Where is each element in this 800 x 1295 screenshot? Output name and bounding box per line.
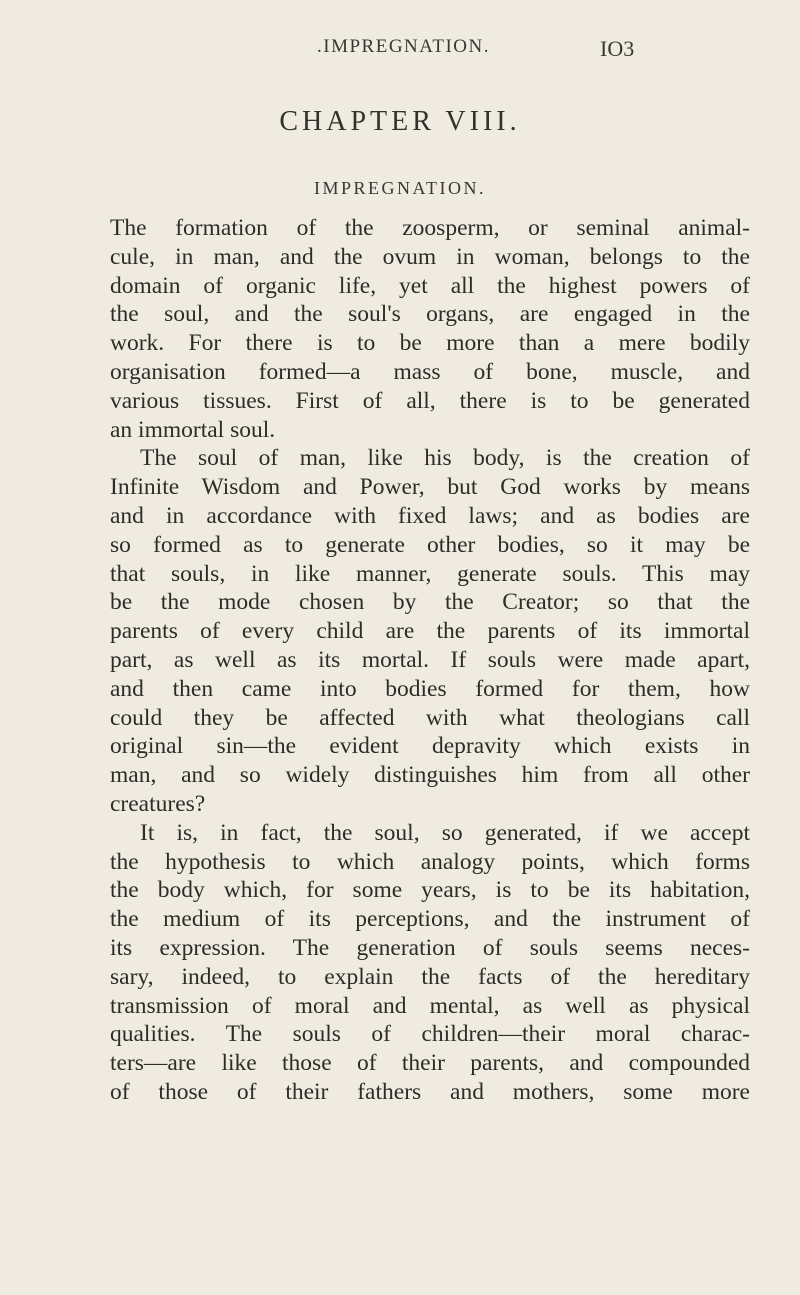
text-line: could they be affected with what theologians call	[110, 704, 750, 731]
text-line: The soul of man, like his body, is the creation of	[140, 445, 750, 472]
text-line: and in accordance with fixed laws; and as bodies are	[110, 502, 750, 529]
text-line: an immortal soul.	[110, 416, 276, 443]
text-line: The formation of the zoosperm, or seminal animal-	[110, 215, 750, 241]
text-line: be the mode chosen by the Creator; so that the	[110, 589, 750, 616]
text-line: man, and so widely distinguishes him from all other	[110, 762, 750, 789]
text-line: original sin—the evident depravity which exists in	[110, 733, 750, 760]
text-line: so formed as to generate other bodies, so it may be	[110, 531, 750, 558]
body-text	[110, 214, 750, 1107]
text-line: creatures?	[110, 790, 206, 817]
text-line: qualities. The souls of children—their moral charac-	[110, 1021, 750, 1048]
text-line: various tissues. First of all, there is to be generated	[110, 387, 750, 414]
text-line: the hypothesis to which analogy points, which forms	[110, 848, 750, 875]
running-head	[0, 24, 800, 64]
text-line: part, as well as its mortal. If souls were made apart,	[110, 646, 750, 673]
text-line: sary, indeed, to explain the facts of the hereditary	[110, 963, 750, 990]
text-line: of those of their fathers and mothers, some more	[110, 1078, 750, 1105]
chapter-heading: CHAPTER VIII.	[279, 106, 521, 137]
text-line: ters—are like those of their parents, and compounded	[110, 1050, 750, 1077]
text-line: It is, in fact, the soul, so generated, if we accept	[140, 819, 750, 846]
text-line: parents of every child are the parents of its immortal	[110, 618, 750, 645]
text-line: transmission of moral and mental, as well as physical	[110, 992, 750, 1019]
text-line: cule, in man, and the ovum in woman, belongs to the	[110, 243, 750, 270]
chapter-subheading: IMPREGNATION.	[314, 178, 486, 198]
text-line: Infinite Wisdom and Power, but God works by means	[110, 474, 750, 501]
text-line: its expression. The generation of souls seems neces-	[110, 934, 750, 961]
text-line: organisation formed—a mass of bone, muscle, and	[110, 358, 750, 385]
text-line: work. For there is to be more than a mere bodily	[110, 330, 750, 357]
text-line: the soul, and the soul's organs, are engaged in the	[110, 301, 750, 328]
text-line: the medium of its perceptions, and the instrument of	[110, 906, 750, 933]
text-line: the body which, for some years, is to be its habitation,	[110, 877, 750, 904]
text-line: that souls, in like manner, generate souls. This may	[110, 560, 750, 587]
page-number: IO3	[600, 36, 635, 61]
text-line: and then came into bodies formed for them, how	[110, 675, 750, 702]
text-line: domain of organic life, yet all the highest powers of	[110, 272, 750, 299]
running-title: .IMPREGNATION.	[317, 36, 490, 57]
